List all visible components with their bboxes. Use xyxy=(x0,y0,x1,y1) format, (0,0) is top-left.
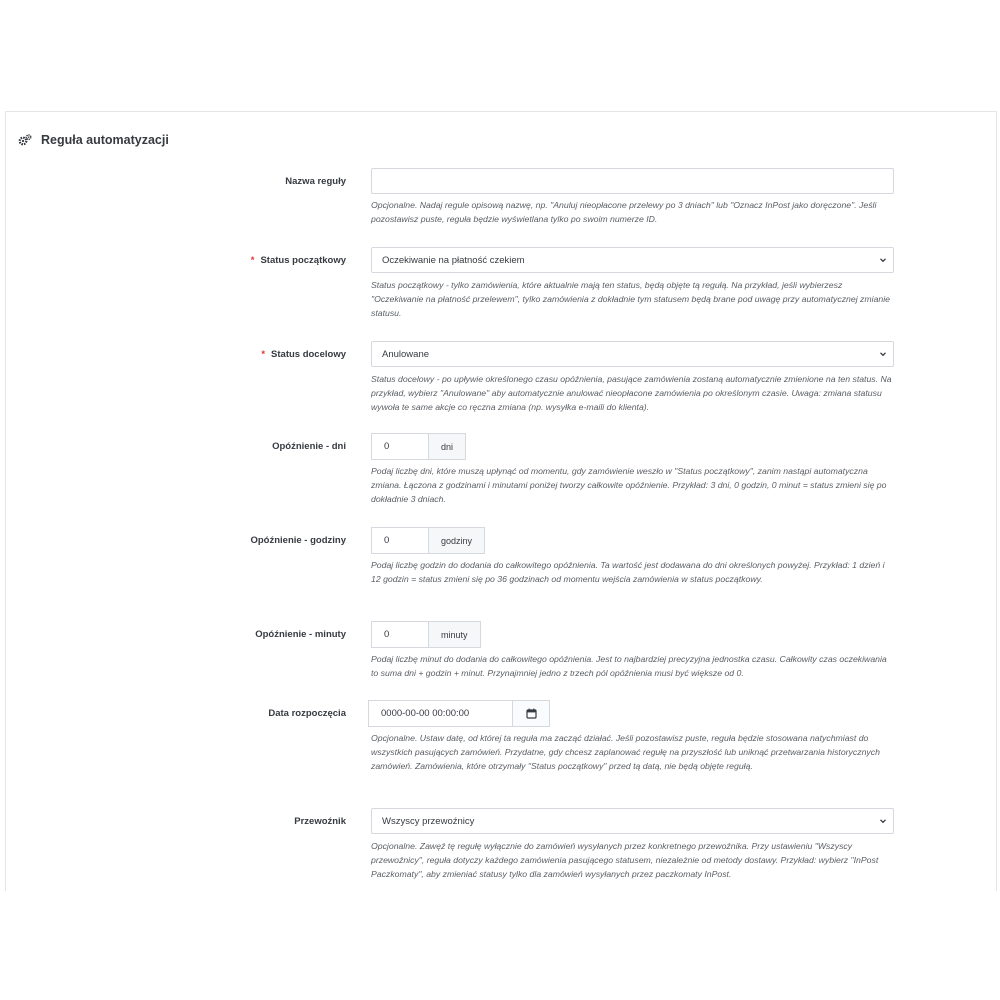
delay-days-unit: dni xyxy=(428,433,466,460)
rule-name-input[interactable] xyxy=(371,168,894,194)
panel-title: Reguła automatyzacji xyxy=(41,133,169,147)
start-status-help: Status początkowy - tylko zamówienia, które aktualnie mają ten status, będą objęte tą regułą. Na przykład, jeśli wybierzesz "Oczekiwanie na płatność przelewem", tylko zamówienia z dokładnie tym statusem będą brane pod uwagę przy automatycznej zmianie statusu. xyxy=(371,280,890,318)
delay-days-value: 0 xyxy=(384,441,390,452)
start-date-help: Opcjonalne. Ustaw datę, od której ta reguła ma zacząć działać. Jeśli pozostawisz puste, reguła będzie stosowana natychmiast do wszystkich pasujących zamówień. Przydatne, gdy chcesz zaplanować regułę na przyszłość lub uniknąć przetwarzania historycznych zamówień. Zamówienia, które otrzymały "Status początkowy" przed tą datą, nie będą objęte regułą. xyxy=(371,733,880,771)
delay-minutes-label: Opóźnienie - minuty xyxy=(255,629,346,640)
delay-days-group xyxy=(371,433,466,460)
gears-icon xyxy=(18,134,32,146)
carrier-select[interactable] xyxy=(371,808,894,834)
delay-hours-input[interactable] xyxy=(371,527,428,554)
required-mark: * xyxy=(250,255,255,266)
delay-days-label: Opóźnienie - dni xyxy=(272,441,346,452)
required-mark: * xyxy=(261,349,266,360)
rule-name-label: Nazwa reguły xyxy=(285,176,346,187)
automation-rule-panel xyxy=(5,111,997,891)
start-date-input[interactable] xyxy=(368,700,512,727)
carrier-label: Przewoźnik xyxy=(294,816,346,827)
chevron-down-icon xyxy=(879,817,887,825)
target-status-label-text: Status docelowy xyxy=(271,349,346,360)
delay-hours-help: Podaj liczbę godzin do dodania do całkowitego opóźnienia. Ta wartość jest dodawana do dni określonych powyżej. Przykład: 1 dzień i 12 godzin = status zmieni się po 36 godzinach od momentu wejścia zamówienia w status początkowy. xyxy=(371,560,885,584)
start-date-value: 0000-00-00 00:00:00 xyxy=(381,708,470,719)
calendar-icon xyxy=(526,708,537,719)
rule-name-help: Opcjonalne. Nadaj regule opisową nazwę, np. "Anuluj nieopłacone przelewy po 3 dniach" lub "Oznacz InPost jako doręczone". Jeśli pozostawisz puste, reguła będzie wyświetlana tylko po swoim numerze ID. xyxy=(371,200,877,224)
delay-minutes-group xyxy=(371,621,481,648)
delay-hours-value: 0 xyxy=(384,535,390,546)
target-status-help: Status docelowy - po upływie określonego czasu opóźnienia, pasujące zamówienia zostaną automatycznie zmienione na ten status. Na przykład, wybierz "Anulowane" aby automatycznie anulować nieopłacone zamówienia po określonym czasie. Uwaga: zmiana statusu wywoła te same akcje co ręczna zmiana (np. wysyłka e-maili do klienta). xyxy=(371,374,892,412)
chevron-down-icon xyxy=(879,256,887,264)
delay-days-input[interactable] xyxy=(371,433,428,460)
target-status-label xyxy=(261,349,346,360)
delay-minutes-help: Podaj liczbę minut do dodania do całkowitego opóźnienia. Jest to najbardziej precyzyjna jednostka czasu. Całkowity czas oczekiwania to suma dni + godzin + minut. Przynajmniej jedno z trzech pól opóźnienia musi być większe od 0. xyxy=(371,654,887,678)
calendar-button[interactable] xyxy=(512,700,550,727)
carrier-help: Opcjonalne. Zawęź tę regułę wyłącznie do zamówień wysyłanych przez konkretnego przewoźnika. Przy ustawieniu "Wszyscy przewoźnicy", reguła dotyczy każdego zamówienia pasującego statusem, niezależnie od metody dostawy. Przykład: wybierz "InPost Paczkomaty", aby zmieniać statusy tylko dla zamówień wysyłanych przez paczkomaty InPost. xyxy=(371,841,879,879)
target-status-value: Anulowane xyxy=(382,348,430,360)
chevron-down-icon xyxy=(879,350,887,358)
start-status-label xyxy=(251,255,346,266)
delay-hours-unit: godziny xyxy=(428,527,485,554)
delay-hours-label: Opóźnienie - godziny xyxy=(250,535,346,546)
delay-minutes-unit: minuty xyxy=(428,621,481,648)
start-date-group xyxy=(368,700,550,727)
start-status-value: Oczekiwanie na płatność czekiem xyxy=(382,254,525,266)
start-date-label: Data rozpoczęcia xyxy=(268,708,346,719)
delay-minutes-input[interactable] xyxy=(371,621,428,648)
delay-days-help: Podaj liczbę dni, które muszą upłynąć od momentu, gdy zamówienie weszło w "Status początkowy", zanim nastąpi automatyczna zmiana. Łączona z godzinami i minutami poniżej tworzy całkowite opóźnienie. Przykład: 3 dni, 0 godzin, 0 minut = status zmieni się po dokładnie 3 dniach. xyxy=(371,466,887,504)
carrier-value: Wszyscy przewoźnicy xyxy=(382,815,475,827)
delay-minutes-value: 0 xyxy=(384,629,390,640)
panel-heading xyxy=(18,131,169,149)
delay-hours-group xyxy=(371,527,485,554)
target-status-select[interactable] xyxy=(371,341,894,367)
start-status-label-text: Status początkowy xyxy=(260,255,346,266)
start-status-select[interactable] xyxy=(371,247,894,273)
